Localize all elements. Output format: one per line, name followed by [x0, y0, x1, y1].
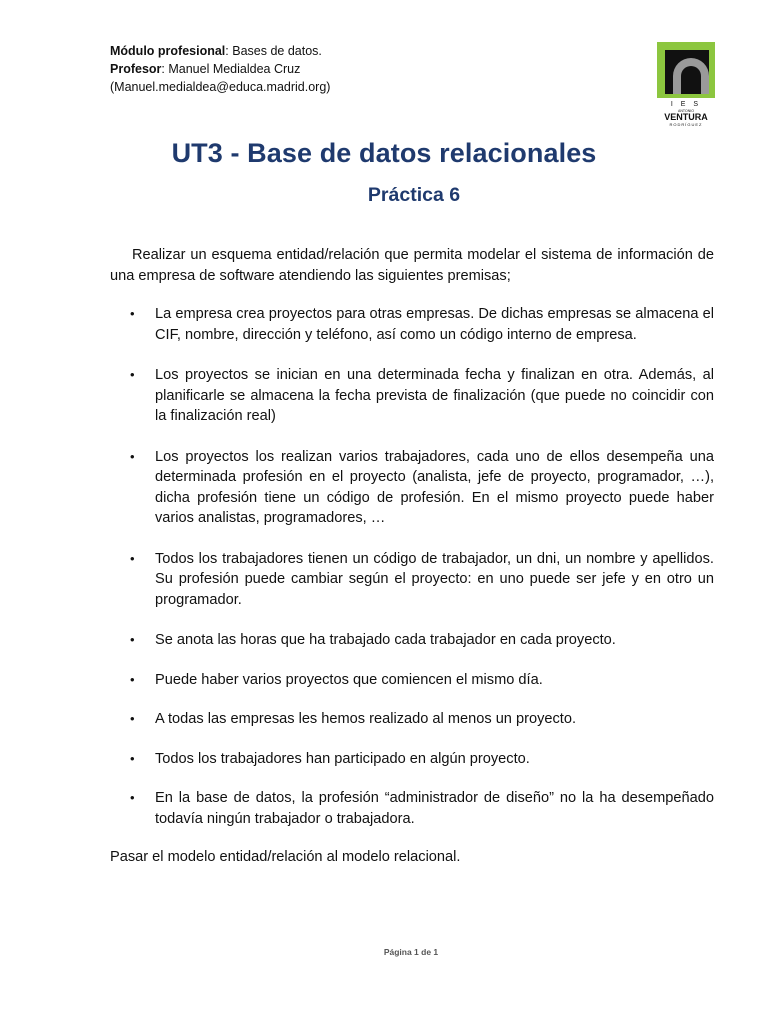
list-item-text: Todos los trabajadores han participado en algún proyecto.	[155, 750, 530, 767]
list-item-text: Los proyectos los realizan varios trabajadores, cada uno de ellos desempeña una determinada profesión en el proyecto (analista, jefe de proyecto, programador, …), dicha profesión tiene un código de profesión. En el mismo proyecto puede haber varios analistas, programadores, …	[155, 448, 714, 526]
logo-small-text: ANTONIO	[678, 109, 694, 113]
list-item-text: Se anota las horas que ha trabajado cada trabajador en cada proyecto.	[155, 632, 616, 648]
profesor-value: : Manuel Medialdea Cruz	[161, 62, 301, 76]
page-number: Página 1 de 1	[383, 947, 439, 957]
list-item-text: Todos los trabajadores tienen un código de trabajador, un dni, un nombre y apellidos. Su profesión puede cambiar según el proyecto: en uno puede ser jefe y en otro un programador.	[155, 550, 714, 608]
modulo-value: : Bases de datos.	[225, 44, 322, 58]
profesor-line	[110, 60, 330, 78]
bullet-icon: •	[130, 790, 135, 805]
list-item	[110, 670, 714, 691]
school-logo	[657, 42, 715, 128]
list-item-text: Los proyectos se inician en una determinada fecha y finalizan en otra. Además, al planificarle se almacena la fecha prevista de finalización (que puede no coincidir con la finalización real)	[155, 367, 714, 424]
modulo-line	[110, 42, 330, 60]
bullet-icon: •	[130, 671, 135, 687]
list-item-text: La empresa crea proyectos para otras empresas. De dichas empresas se almacena el CIF, nombre, dirección y teléfono, así como un código interno de empresa.	[155, 306, 714, 343]
intro-paragraph: Realizar un esquema entidad/relación que permita modelar el sistema de información de una empresa de software atendiendo las siguientes premisas;	[110, 247, 714, 284]
bullet-icon: •	[130, 448, 135, 464]
bullet-icon: •	[130, 711, 135, 726]
list-item-text: A todas las empresas les hemos realizado al menos un proyecto.	[155, 711, 577, 727]
bullet-icon: •	[130, 550, 135, 566]
list-item	[110, 365, 714, 427]
page-title: UT3 - Base de datos relacionales	[171, 138, 597, 168]
premisas-list	[110, 304, 714, 829]
bullet-icon: •	[130, 306, 135, 321]
logo-name-text: VENTURA	[664, 112, 708, 122]
list-item-text: Puede haber varios proyectos que comiencen el mismo día.	[155, 671, 543, 688]
list-item	[110, 549, 714, 611]
list-item-text: En la base de datos, la profesión “administrador de diseño” no la ha desempeñado todavía ningún trabajador o trabajadora.	[155, 790, 714, 827]
logo-sub-text: RODRÍGUEZ	[669, 122, 703, 127]
page-subtitle: Práctica 6	[367, 184, 461, 206]
modulo-label: Módulo profesional	[110, 44, 226, 58]
document-body	[110, 245, 714, 868]
list-item	[110, 447, 714, 529]
profesor-label: Profesor	[110, 62, 162, 76]
logo-ies-text: I E S	[670, 101, 702, 108]
list-item	[110, 304, 714, 345]
email-line: (Manuel.medialdea@educa.madrid.org)	[110, 80, 331, 94]
list-item	[110, 788, 714, 829]
bullet-icon: •	[130, 750, 135, 766]
list-item	[110, 749, 714, 770]
list-item	[110, 630, 714, 651]
closing-paragraph: Pasar el modelo entidad/relación al modelo relacional.	[110, 849, 461, 865]
list-item	[110, 709, 714, 730]
bullet-icon: •	[130, 632, 135, 647]
document-header	[110, 42, 330, 96]
bullet-icon: •	[130, 367, 135, 382]
